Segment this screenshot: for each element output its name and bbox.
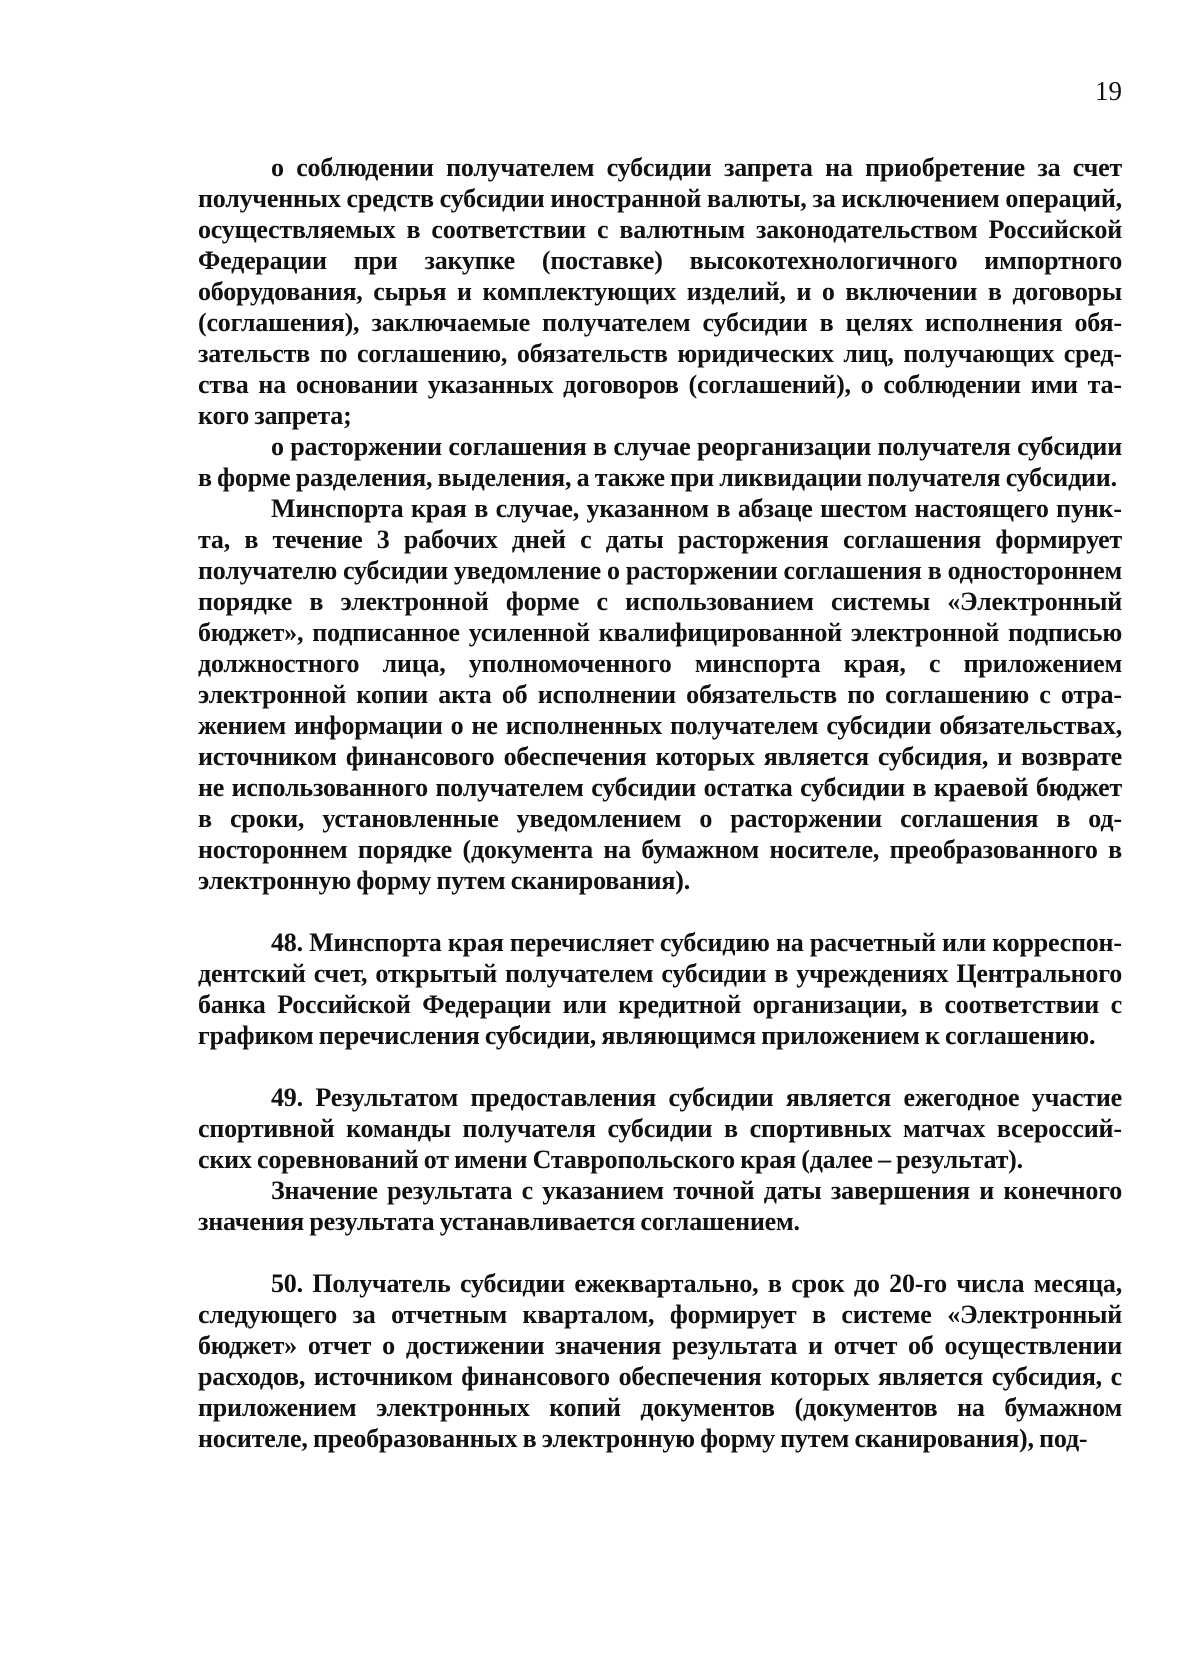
paragraph-49-result-value: Значение результата с указанием точной даты завершения и конечного значения результата устанавливается соглашением. [198,1176,1122,1236]
paragraph-currency-ban: о соблюдении получателем субсидии запрета на приобретение за счет полученных средств субсидии иностранной валюты, за исключением операций, осуществляемых в соответствии с валютным законодательством Российской Федерации при закупке (поставке) высокотехнологичного импортного оборудования, сырья и комплектующих изделий, и о включении в договоры (соглашения), заключаемые получателем субсидии в целях исполнения обязательств по соглашению, обязательств юридических лиц, получающих средства на основании указанных договоров (соглашений), о соблюдении ими такого запрета; [198,153,1122,430]
page-number: 19 [1095,76,1122,106]
paragraph-gap [198,896,1122,927]
paragraph-termination-reorganization: о расторжении соглашения в случае реорганизации получателя субсидии в форме разделения, выделения, а также при ликвидации получателя субсидии. [198,432,1122,492]
paragraph-termination-notice: Минспорта края в случае, указанном в абзаце шестом настоящего пункта, в течение 3 рабочих дней с даты расторжения соглашения формирует получателю субсидии уведомление о расторжении соглашения в одностороннем порядке в электронной форме с использованием системы «Электронный бюджет», подписанное усиленной квалифицированной электронной подписью должностного лица, уполномоченного минспорта края, с приложением электронной копии акта об исполнении обязательств по соглашению с отражением информации о не исполненных получателем субсидии обязательствах, источником финансового обеспечения которых является субсидия, и возврате не использованного получателем субсидии остатка субсидии в краевой бюджет в сроки, установленные уведомлением о расторжении соглашения в одностороннем порядке (документа на бумажном носителе, преобразованного в электронную форму путем сканирования). [198,494,1122,895]
paragraph-50: 50. Получатель субсидии ежеквартально, в срок до 20-го числа месяца, следующего за отчетным кварталом, формирует в системе «Электронный бюджет» отчет о достижении значения результата и отчет об осуществлении расходов, источником финансового обеспечения которых является субсидия, с приложением электронных копий документов (документов на бумажном носителе, преобразованных в электронную форму путем сканирования), под- [198,1269,1122,1453]
paragraph-gap [198,1237,1122,1268]
paragraph-49: 49. Результатом предоставления субсидии является ежегодное участие спортивной команды получателя субсидии в спортивных матчах всероссийских соревнований от имени Ставропольского края (далее – результат). [198,1083,1122,1174]
paragraph-48: 48. Минспорта края перечисляет субсидию на расчетный или корреспондентский счет, открытый получателем субсидии в учреждениях Центрального банка Российской Федерации или кредитной организации, в соответствии с графиком перечисления субсидии, являющимся приложением к соглашению. [198,928,1122,1050]
paragraph-gap [198,1051,1122,1082]
document-body [198,152,1122,1454]
